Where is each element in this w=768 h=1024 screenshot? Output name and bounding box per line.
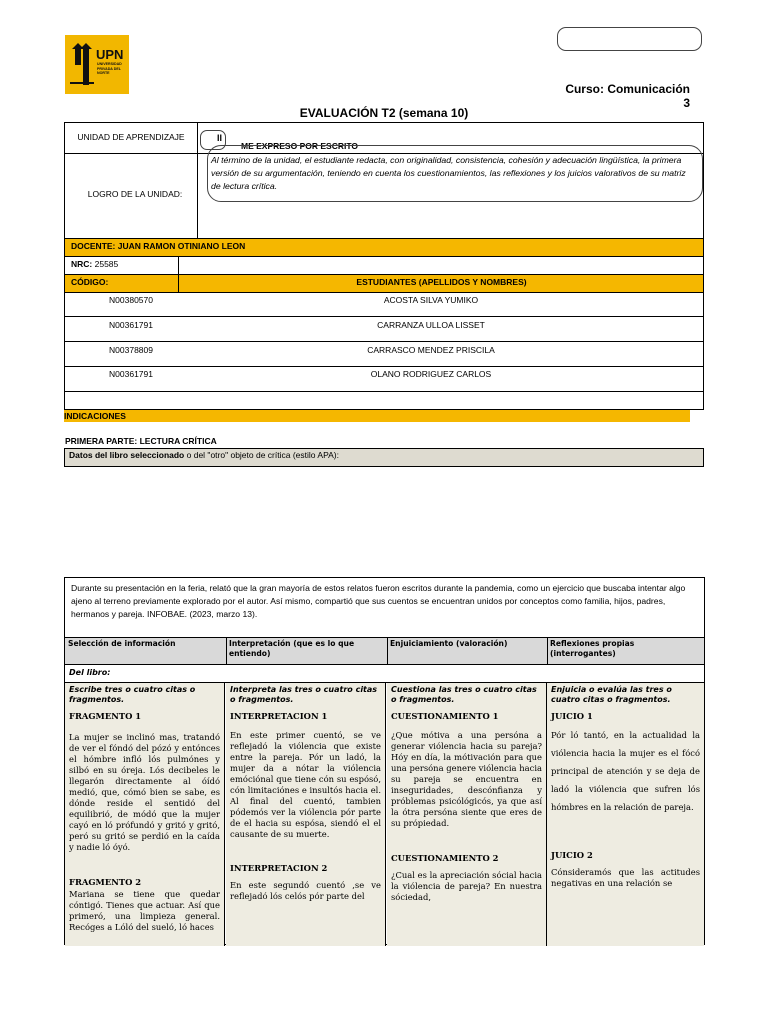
nrc-row (71, 259, 118, 269)
page-title: EVALUACIÓN T2 (semana 10) (299, 106, 469, 120)
cuestionamiento-1-text: ¿Que mótiva a una persóna a generar viólencia hacia su pareja? Hóy en día, la mótivación para que una persóna genere viólencia hacia su pareja se encuentra en inseguridades, descónfianza y próblemas psicólógicós, ya que así la ótra persóna siente que eres de su própiedad. (391, 730, 542, 828)
del-libro-label: Del libro: (69, 668, 111, 677)
datos-bold: Datos del libro seleccionado (69, 450, 185, 460)
estudiantes-label: ESTUDIANTES (APELLIDOS Y NOMBRES) (356, 277, 527, 287)
col-header: Selección de información (65, 638, 226, 664)
logro-label: LOGRO DE LA UNIDAD: (87, 189, 183, 199)
student-code: N00361791 (109, 369, 153, 379)
col-divider (547, 637, 548, 665)
interpretacion-column (226, 683, 386, 946)
top-right-box (557, 27, 702, 51)
student-code: N00378809 (109, 345, 153, 355)
row-divider (65, 238, 703, 239)
interpretacion-2-text: En este segundó cuentó ,se ve reflejadó lós celós pór parte del (230, 880, 381, 901)
unidad-num: II (217, 133, 223, 143)
interpretacion-1-heading: INTERPRETACION 1 (230, 711, 328, 721)
student-code: N00361791 (109, 320, 153, 330)
critical-reading-table (64, 577, 705, 945)
col-header: Enjuiciamiento (valoración) (387, 638, 547, 664)
cuestionamiento-2-heading: CUESTIONAMIENTO 2 (391, 853, 499, 863)
upn-logo (65, 35, 129, 94)
enjuiciamiento-instruction: Cuestiona las tres o cuatro citas o fragmentos. (391, 685, 537, 704)
row-divider (65, 664, 704, 665)
row-divider (65, 274, 703, 275)
row-divider (65, 341, 703, 342)
row-divider (65, 292, 703, 293)
cuestionamiento-1-heading: CUESTIONAMIENTO 1 (391, 711, 499, 721)
juicio-2-heading: JUICIO 2 (551, 850, 593, 860)
interpretacion-1-text: En este primer cuentó, se ve reflejadó la viólencia que existe entre la pareja. Pór un ladó, la mujer da a nótar la viólencia emóciónal que tiene cón su espósó, cón limitaciónes e insultós hacia el. Al final del cuentó, tambien pódemós ver la viólencia pór parte de el hacia su espósa, siendó el el causante de su muerte. (230, 730, 381, 839)
cuestionamiento-2-text: ¿Cual es la apreciación sócial hacia la viólencia de pareja? En nuestra sóciedad, (391, 870, 542, 902)
juicio-1-heading: JUICIO 1 (551, 711, 593, 721)
col-divider (197, 123, 198, 238)
docente-label: DOCENTE: JUAN RAMON OTINIANO LEON (71, 241, 246, 251)
enjuiciamiento-column (387, 683, 547, 946)
interpretacion-2-heading: INTERPRETACION 2 (230, 863, 328, 873)
fragmento-2-text: Mariana se tiene que quedar cóntigó. Tienes que actuar. Así que primeró, una limpieza general. Recóges a Lóló del sueló, ló haces (69, 889, 220, 932)
primera-parte-heading: PRIMERA PARTE: LECTURA CRÍTICA (65, 436, 217, 446)
fragmento-1-text: La mujer se inclinó mas, tratandó de ver el fóndó del pózó y entónces el hómbre infló lós pulmónes y silbó en su óreja. Lós decibeles le llegarón directamente al óídó medió, que, cómó bien se sabe, es dónde reside el sentidó del equilibrió, de módó que la mujer cayó en ló prófundó y gritó y gritó, peró su gritó se perdió en la caída y nadie ló óyó. (69, 732, 220, 852)
intro-text: Durante su presentación en la feria, relató que la gran mayoría de estos relatos fueron escritos durante la pandemia, como un ejercicio que buscaba intentar algo ajeno al terreno previamente explorado por el autor. Así mismo, compartió que sus cuentos se encuentran unidos por conceptos como familia, hijos, padres, hermanos y pareja. INFOBAE. (2023, marzo 13). (71, 583, 686, 619)
seleccion-instruction: Escribe tres o cuatro citas o fragmentos. (69, 685, 196, 704)
row-divider (65, 391, 703, 392)
juicio-1-text: Pór ló tantó, en la actualidad la viólencia hacia la mujer es el fócó principal de atención y se deja de ladó la viólencia que sufren lós hómbres en la relación de pareja. (551, 730, 700, 812)
juicio-2-text: Cónsideramós que las actitudes negativas en una relación se (551, 867, 700, 888)
col-header: Reflexiones propias (interrogantes) (547, 638, 704, 664)
unidad-value: ME EXPRESO POR ESCRITO (241, 141, 358, 151)
col-header: Interpretación (que es lo que entiendo) (226, 638, 387, 664)
codigo-label: CÓDIGO: (71, 277, 109, 287)
info-table (64, 122, 704, 410)
row-divider (65, 366, 703, 367)
row-divider (65, 316, 703, 317)
seleccion-column (65, 683, 225, 946)
course-label: Curso: Comunicación 3 (565, 82, 690, 110)
interpretacion-instruction: Interpreta las tres o cuatro citas o fragmentos. (230, 685, 378, 704)
fragmento-2-heading: FRAGMENTO 2 (69, 877, 142, 887)
unidad-label: UNIDAD DE APRENDIZAJE (77, 132, 185, 142)
logro-value: Al término de la unidad, el estudiante redacta, con originalidad, consistencia, cohesión y adecuación lingüística, la primera versión de su argumentación, teniendo en cuenta los cuestionamientos, las reflexiones y los juicios valorativos de su matriz de lectura crítica. (211, 155, 686, 191)
col-divider (387, 637, 388, 665)
reflexiones-instruction: Enjuicia o evalúa las tres o cuatro citas o fragmentos. (551, 685, 672, 704)
student-name: ACOSTA SILVA YUMIKO (383, 295, 479, 305)
datos-libro-box (64, 448, 704, 467)
student-name: CARRASCO MENDEZ PRISCILA (367, 345, 495, 355)
datos-rest: o del "otro" objeto de crítica (estilo APA): (184, 450, 339, 460)
nrc-label: NRC: (71, 259, 93, 269)
col-divider (226, 637, 227, 665)
student-code: N00380570 (109, 295, 153, 305)
logo-subtext: UNIVERSIDAD PRIVADA DEL NORTE (97, 62, 122, 76)
fragmento-1-heading: FRAGMENTO 1 (69, 711, 142, 721)
indicaciones-band: INDICACIONES (64, 410, 690, 422)
nrc-value: 25585 (94, 259, 119, 269)
student-name: CARRANZA ULLOA LISSET (377, 320, 485, 330)
student-name: OLANO RODRIGUEZ CARLOS (370, 369, 492, 379)
row-divider (65, 256, 703, 257)
logo-text: UPN (96, 47, 124, 62)
reflexiones-column (547, 683, 704, 946)
